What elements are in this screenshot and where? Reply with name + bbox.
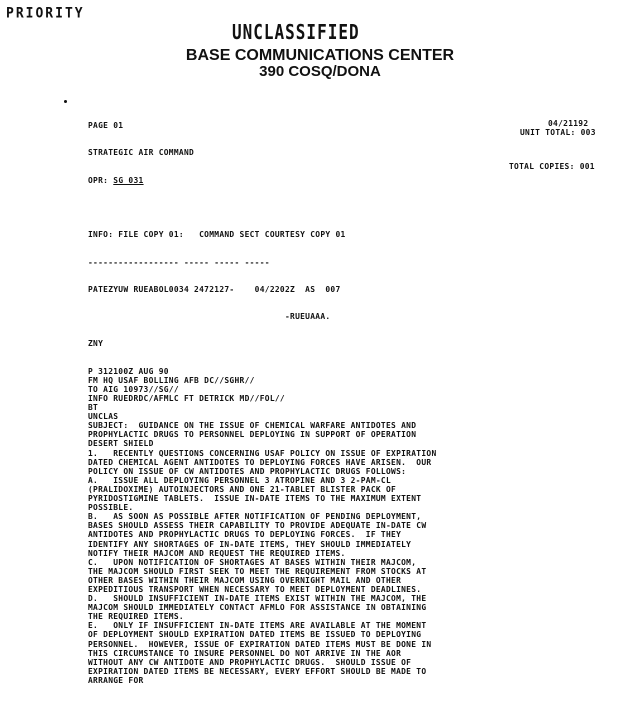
message-body [88,103,640,703]
message-line: INFO RUEDRDC/AFMLC FT DETRICK MD//FOL// [88,394,285,403]
zny-line: ZNY [88,339,104,349]
message-line: MAJCOM SHOULD IMMEDIATELY CONTACT AFMLO FOR ASSISTANCE IN OBTAINING [88,603,427,613]
message-line: ANTIDOTES AND PROPHYLACTIC DRUGS TO DEPLOYING FORCES. IF THEY [88,530,402,540]
classification-banner: UNCLASSIFIED [232,20,360,44]
message-line: (PRALIDOXIME) AUTOINJECTORS AND ONE 21-TABLET BLISTER PACK OF [88,484,397,494]
message-line: 1. RECENTLY QUESTIONS CONCERNING USAF POLICY ON ISSUE OF EXPIRATION [88,448,437,458]
message-line: ARRANGE FOR [88,675,144,685]
routing-tail: -RUEUAAA. [284,312,331,322]
comm-center-unit: 390 COSQ/DONA [259,63,381,80]
message-line: THE REQUIRED ITEMS. [88,612,184,622]
message-line: BASES SHOULD ASSESS THEIR CAPABILITY TO PROVIDE ADEQUATE IN-DATE CW [88,521,427,531]
message-line: POSSIBLE. [88,503,134,513]
message-line: NOTIFY THEIR MAJCOM AND REQUEST THE REQUIRED ITEMS. [88,548,346,558]
message-line: IDENTIFY ANY SHORTAGES OF IN-DATE ITEMS, THEY SHOULD IMMEDIATELY [88,539,412,549]
total-copies: TOTAL COPIES: 001 [509,162,595,171]
message-line: E. ONLY IF INSUFFICIENT IN-DATE ITEMS ARE AVAILABLE AT THE MOMENT [88,621,427,631]
message-line: PYRIDOSTIGMINE TABLETS. ISSUE IN-DATE ITEMS TO THE MAXIMUM EXTENT [88,494,422,504]
opr-code: SG 031 [113,175,144,185]
routing-text: PATEZYUW RUEABOL0034 2472127- 04/2202Z AS 007 [88,284,341,294]
message-line: WITHOUT ANY CW ANTIDOTE AND PROPHYLACTIC DRUGS. SHOULD ISSUE OF [88,657,412,667]
message-line: P 312100Z AUG 90 [88,366,169,376]
message-line: PERSONNEL. HOWEVER, ISSUE OF EXPIRATION DATED ITEMS MUST BE DONE IN [88,639,432,649]
message-line: D. SHOULD INSUFFICIENT IN-DATE ITEMS EXIST WITHIN THE MAJCOM, THE [88,594,427,604]
message-line: UNCLAS [88,412,119,422]
message-line: SUBJECT: GUIDANCE ON THE ISSUE OF CHEMICAL WARFARE ANTIDOTES AND [88,421,417,431]
priority-stamp: PRIORITY [6,5,85,22]
message-line: THIS CIRCUMSTANCE TO INSURE PERSONNEL DO NOT ARRIVE IN THE AOR [88,648,402,658]
command-name: STRATEGIC AIR COMMAND [88,148,195,158]
comm-center-title: BASE COMMUNICATIONS CENTER [185,47,455,64]
message-line: DATED CHEMICAL AGENT ANTIDOTES TO DEPLOYING FORCES HAVE ARISEN. OUR [88,457,432,467]
message-line: OTHER BASES WITHIN THEIR MAJCOM USING OVERNIGHT MAIL AND OTHER [88,575,402,585]
message-line: EXPIRATION DATED ITEMS BE NECESSARY, EVERY EFFORT SHOULD BE MADE TO [88,666,427,676]
message-line: THE MAJCOM SHOULD FIRST SEEK TO MEET THE REQUIREMENT FROM STOCKS AT [88,566,427,576]
message-line: FM HQ USAF BOLLING AFB DC//SGHR// [88,375,255,385]
message-line: PROPHYLACTIC DRUGS TO PERSONNEL DEPLOYING IN SUPPORT OF OPERATION [88,430,417,440]
message-line: A. ISSUE ALL DEPLOYING PERSONNEL 3 ATROPINE AND 3 2-PAM-CL [88,475,392,485]
message-line: B. AS SOON AS POSSIBLE AFTER NOTIFICATION OF PENDING DEPLOYMENT, [88,512,422,522]
message-line: C. UPON NOTIFICATION OF SHORTAGES AT BASES WITHIN THEIR MAJCOM, [88,557,417,567]
margin-bullet-mark [64,100,67,103]
message-line: BT [88,403,99,413]
info-line: INFO: FILE COPY 01: COMMAND SECT COURTESY COPY 01 [88,230,346,240]
message-line: OF DEPLOYMENT SHOULD EXPIRATION DATED ITEMS BE ISSUED TO DEPLOYING [88,630,422,640]
message-line: TO AIG 10973//SG// [88,384,179,394]
opr-label: OPR: [88,175,109,185]
message-date: 04/21192 [548,119,589,128]
opr-line [88,176,640,185]
message-line: EXPEDITIOUS TRANSPORT WHEN NECESSARY TO MEET DEPLOYMENT DEADLINES. [88,584,422,594]
page-number: PAGE 01 [88,121,124,131]
dash-line: ------------------ ----- ----- ----- [88,257,270,267]
routing-line [88,285,640,294]
message-text [88,367,640,685]
unit-total: UNIT TOTAL: 003 [520,128,596,137]
message-line: POLICY ON ISSUE OF CW ANTIDOTES AND PROPHYLACTIC DRUGS FOLLOWS: [88,466,407,476]
blank-line [88,203,640,212]
message-line: DESERT SHIELD [88,439,154,449]
routing-tail-line [88,312,640,321]
